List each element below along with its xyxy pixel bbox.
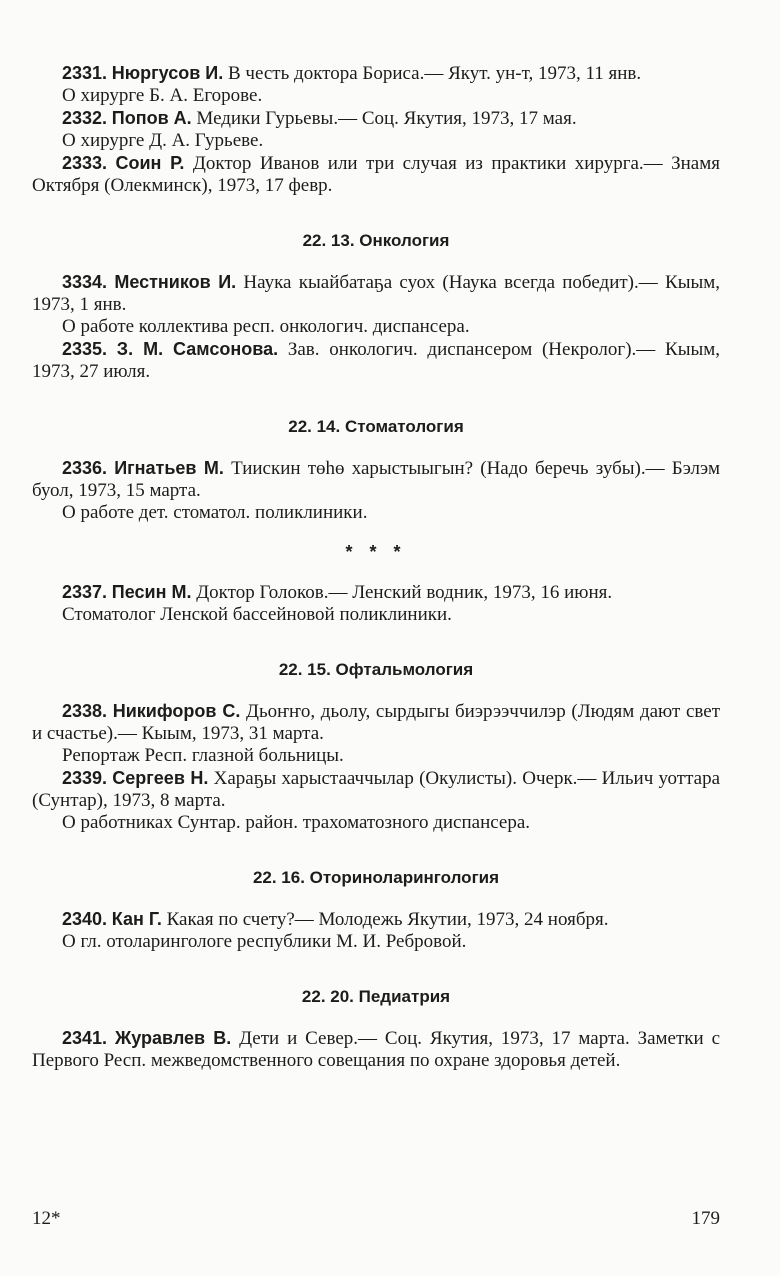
entry-2337: 2337. Песин М. Доктор Голоков.— Ленский водник, 1973, 16 июня. Стоматолог Ленской бассейновой поликлиники.: [62, 582, 613, 625]
section-title-oncology: 22. 13. Онкология: [302, 231, 450, 250]
entry-2340: 2340. Кан Г. Какая по счету?— Молодежь Якутии, 1973, 24 ноября. О гл. отоларингологе республики М. И. Ребровой.: [62, 909, 609, 952]
section-title-pediatrics: 22. 20. Педиатрия: [301, 987, 451, 1006]
signature-mark: 12*: [32, 1208, 61, 1229]
entry-2336: 2336. Игнатьев М. Тиискин төһө харыстыыгын? (Надо беречь зубы).— Бэлэм буол, 1973, 15 марта. О работе дет. стоматол. поликлиники.: [32, 458, 721, 523]
page-footer: [32, 1208, 720, 1230]
entry-2333: 2333. Соин Р. Доктор Иванов или три случая из практики хирурга.— Знамя Октября (Олекминск), 1973, 17 февр.: [32, 153, 720, 196]
section-title-stomatology: 22. 14. Стоматология: [288, 417, 464, 436]
page-number: 179: [691, 1208, 720, 1229]
section-title-ophthalmology: 22. 15. Офтальмология: [278, 660, 474, 679]
entry-2338: 2338. Никифоров С. Дьоҥҥо, дьолу, сырдыгы биэрээччилэр (Людям дают свет и счастье).— Кыым, 1973, 31 марта. Репортаж Респ. глазной больницы.: [32, 701, 721, 766]
entry-2331: 2331. Нюргусов И. В честь доктора Бориса.— Якут. ун-т, 1973, 11 янв. О хирурге Б. А. Егорове.: [62, 63, 642, 106]
page-body: [32, 62, 720, 1072]
section-separator: * * *: [345, 542, 407, 562]
section-title-otorhinolaryngology: 22. 16. Оториноларингология: [252, 868, 500, 887]
entry-2335: 2335. З. М. Самсонова. Зав. онкологич. диспансером (Некролог).— Кыым, 1973, 27 июля.: [32, 339, 721, 382]
entry-3334: 3334. Местников И. Наука кыайбатаҕа суох (Наука всегда победит).— Кыым, 1973, 1 янв. О работе коллектива респ. онкологич. диспансера.: [32, 272, 720, 337]
entry-2332: 2332. Попов А. Медики Гурьевы.— Соц. Якутия, 1973, 17 мая. О хирурге Д. А. Гурьеве.: [62, 108, 577, 151]
entry-2339: 2339. Сергеев Н. Хараҕы харыстааччылар (Окулисты). Очерк.— Ильич уоттара (Сунтар), 1973, 8 марта. О работниках Сунтар. район. трахоматозного диспансера.: [32, 768, 720, 833]
entry-2341: 2341. Журавлев В. Дети и Север.— Соц. Якутия, 1973, 17 марта. Заметки с Первого Респ. межведомственного совещания по охране здоровья детей.: [32, 1028, 721, 1071]
